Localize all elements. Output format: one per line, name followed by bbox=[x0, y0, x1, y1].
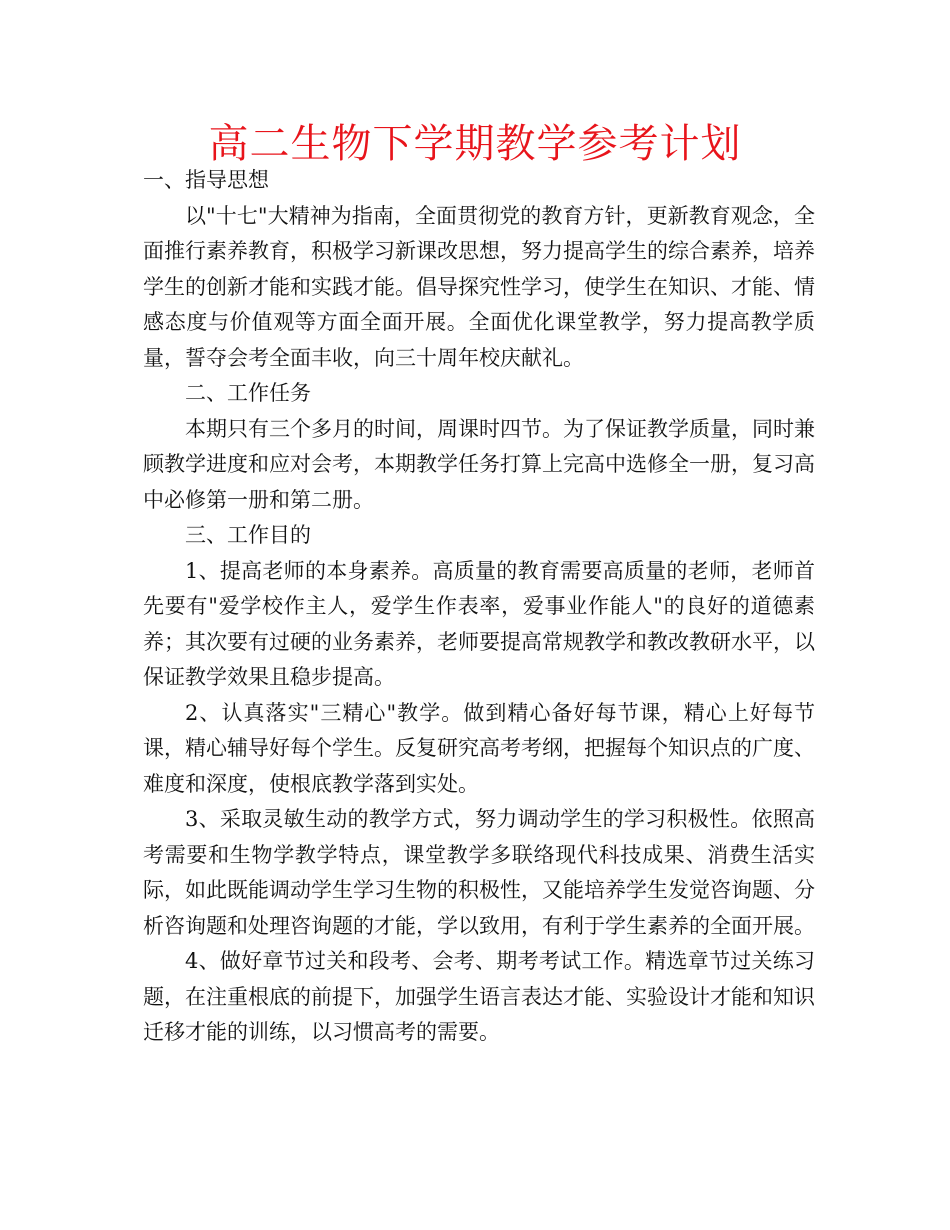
paragraph-work-tasks: 本期只有三个多月的时间，周课时四节。为了保证教学质量，同时兼顾教学进度和应对会考，本期教学任务打算上完高中选修全一册，复习高中必修第一册和第二册。 bbox=[143, 416, 815, 512]
paragraph-goal-1: 1、提高老师的本身素养。高质量的教育需要高质量的老师，老师首先要有"爱学校作主人，爱学生作表率，爱事业作能人"的良好的道德素养；其次要有过硬的业务素养，老师要提高常规教学和教改教研水平，以保证教学效果且稳步提高。 bbox=[143, 558, 815, 689]
section-heading-guiding-ideology: 一、指导思想 bbox=[143, 168, 269, 192]
paragraph-goal-3: 3、采取灵敏生动的教学方式，努力调动学生的学习积极性。依照高考需要和生物学教学特点，课堂教学多联络现代科技成果、消费生活实际，如此既能调动学生学习生物的积极性，又能培养学生发觉咨询题、分析咨询题和处理咨询题的才能，学以致用，有利于学生素养的全面开展。 bbox=[143, 807, 815, 938]
section-heading-work-tasks: 二、工作任务 bbox=[185, 381, 311, 405]
section-heading-work-goals: 三、工作目的 bbox=[185, 523, 311, 547]
paragraph-guiding-ideology: 以"十七"大精神为指南，全面贯彻党的教育方针，更新教育观念，全面推行素养教育，积极学习新课改思想，努力提高学生的综合素养，培养学生的创新才能和实践才能。倡导探究性学习，使学生在知识、才能、情感态度与价值观等方面全面开展。全面优化课堂教学，努力提高教学质量，誓夺会考全面丰收，向三十周年校庆献礼。 bbox=[143, 203, 815, 370]
document-body bbox=[143, 163, 815, 1051]
paragraph-goal-2: 2、认真落实"三精心"教学。做到精心备好每节课，精心上好每节课，精心辅导好每个学生。反复研究高考考纲，把握每个知识点的广度、难度和深度，使根底教学落到实处。 bbox=[143, 700, 815, 796]
paragraph-goal-4: 4、做好章节过关和段考、会考、期考考试工作。精选章节过关练习题，在注重根底的前提下，加强学生语言表达才能、实验设计才能和知识迁移才能的训练，以习惯高考的需要。 bbox=[143, 949, 815, 1044]
document-title: 高二生物下学期教学参考计划 bbox=[208, 121, 742, 167]
